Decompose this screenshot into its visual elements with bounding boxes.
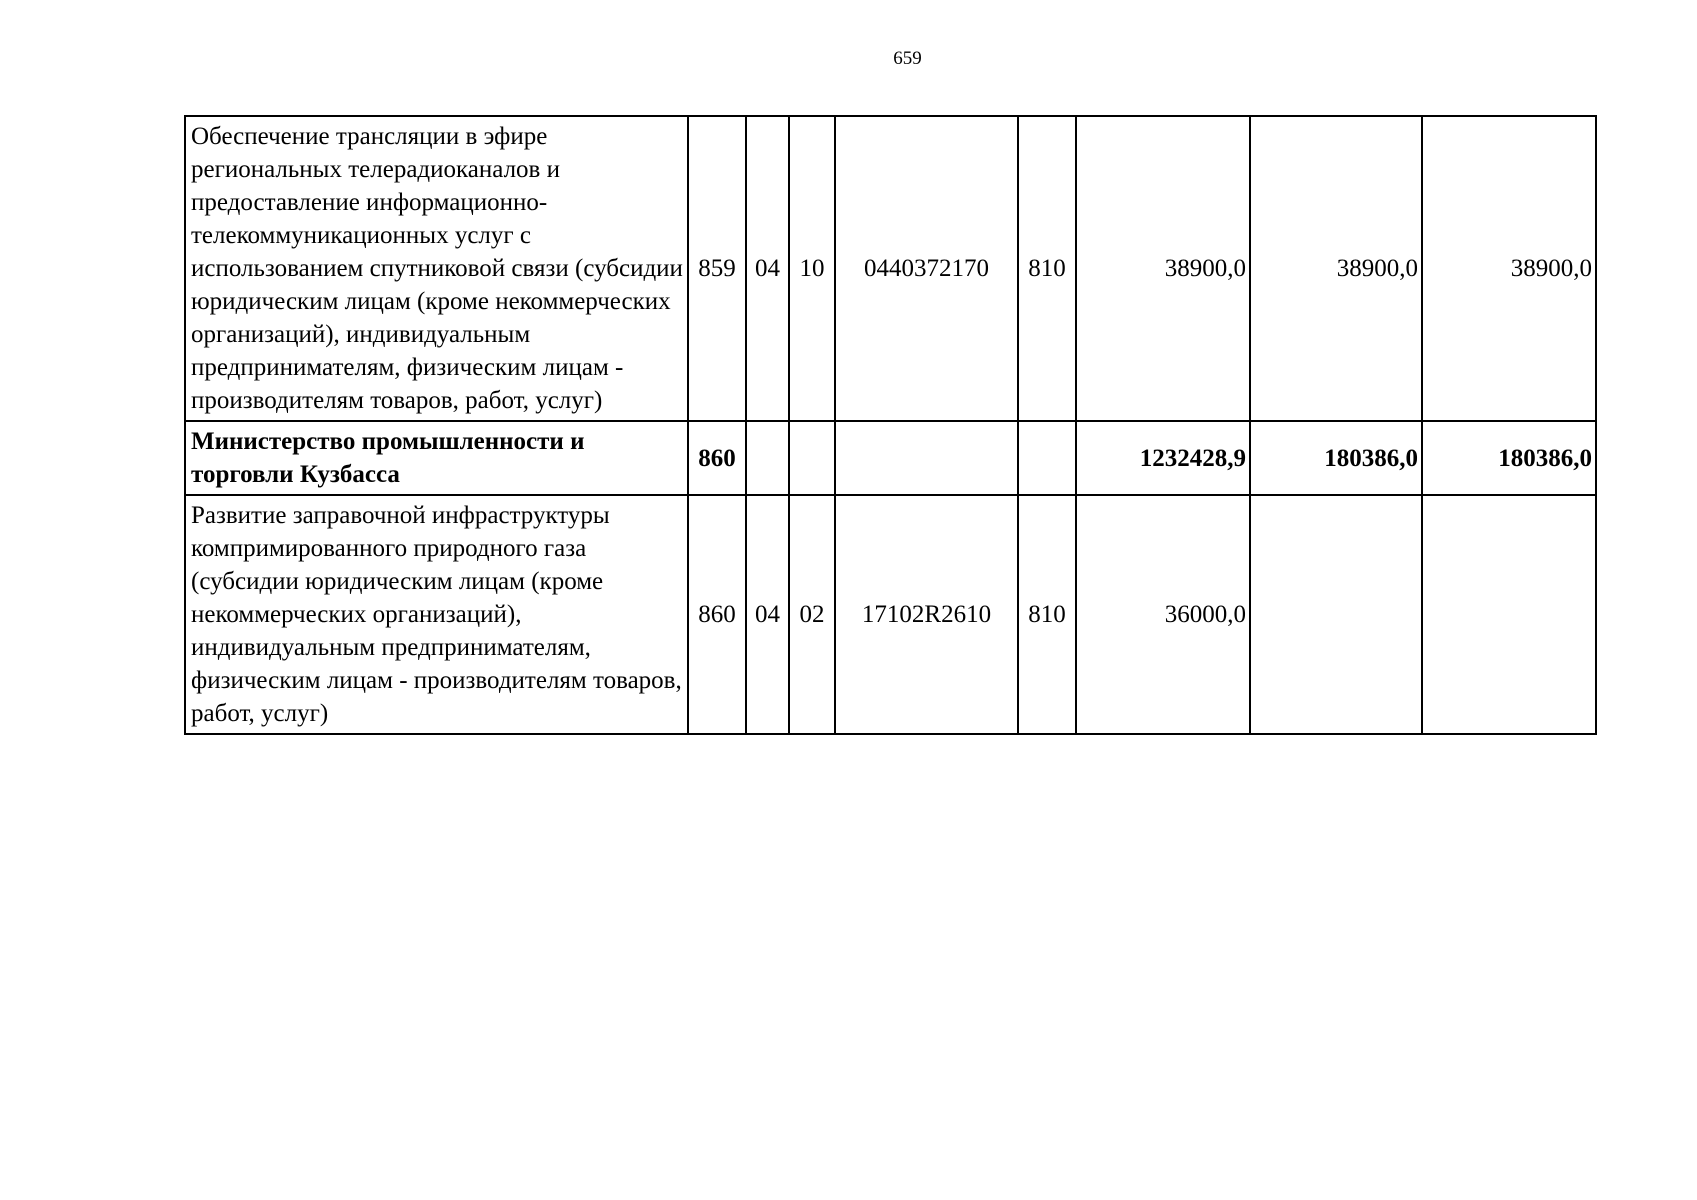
amount-1-cell: 36000,0 [1076,495,1250,734]
target-article-cell: 17102R2610 [835,495,1018,734]
ministry-code-cell: 860 [688,421,746,495]
amount-2-cell [1250,495,1422,734]
section-cell: 04 [746,116,789,421]
expense-type-cell [1018,421,1076,495]
subsection-cell [789,421,835,495]
amount-3-cell: 180386,0 [1422,421,1596,495]
subsection-cell: 10 [789,116,835,421]
expense-type-cell: 810 [1018,495,1076,734]
row-name: Развитие заправочной инфраструктуры компримированного природного газа (субсидии юридическим лицам (кроме некоммерческих организаций), индивидуальным предпринимателям, физическим лицам - производителям товаров, работ, услуг) [185,495,688,734]
amount-1-cell: 38900,0 [1076,116,1250,421]
expense-type-cell: 810 [1018,116,1076,421]
budget-table [184,115,1597,735]
row-name: Обеспечение трансляции в эфире региональных телерадиоканалов и предоставление информационно-телекоммуникационных услуг с использованием спутниковой связи (субсидии юридическим лицам (кроме некоммерческих организаций), индивидуальным предпринимателям, физическим лицам - производителям товаров, работ, услуг) [185,116,688,421]
amount-3-cell [1422,495,1596,734]
row-name: Министерство промышленности и торговли Кузбасса [185,421,688,495]
ministry-code-cell: 860 [688,495,746,734]
table-row-ministry-total [185,421,1596,495]
table-row [185,116,1596,421]
ministry-code-cell: 859 [688,116,746,421]
section-cell [746,421,789,495]
section-cell: 04 [746,495,789,734]
subsection-cell: 02 [789,495,835,734]
amount-3-cell: 38900,0 [1422,116,1596,421]
page-number: 659 [893,48,922,69]
table-row [185,495,1596,734]
target-article-cell [835,421,1018,495]
target-article-cell: 0440372170 [835,116,1018,421]
amount-2-cell: 38900,0 [1250,116,1422,421]
amount-2-cell: 180386,0 [1250,421,1422,495]
amount-1-cell: 1232428,9 [1076,421,1250,495]
